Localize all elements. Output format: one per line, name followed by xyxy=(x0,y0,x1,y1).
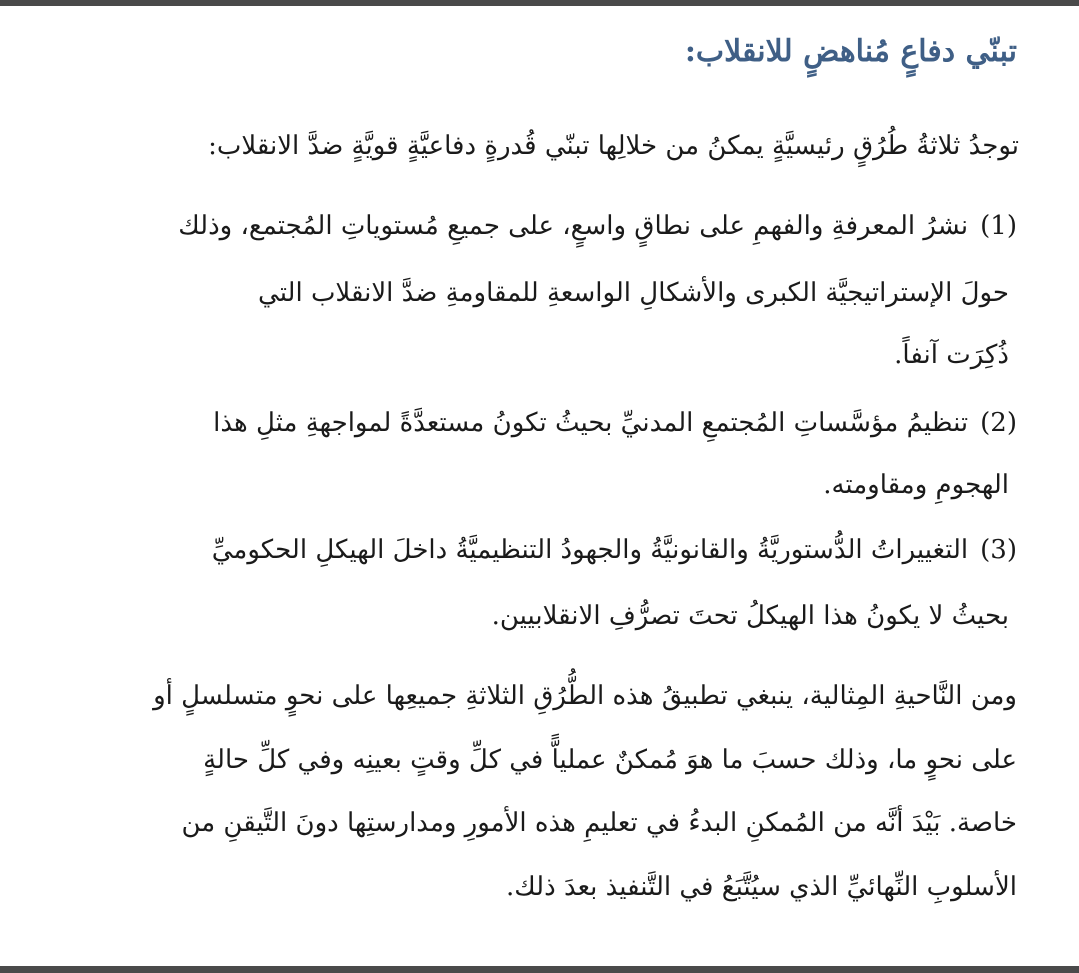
list-item-1-text-line-1: نشرُ المعرفةِ والفهمِ على نطاقٍ واسعٍ، على جميعِ مُستوياتِ المُجتمع، وذلك xyxy=(178,211,969,241)
bottom-border xyxy=(0,966,1079,973)
closing-paragraph-line-2: على نحوٍ ما، وذلك حسبَ ما هوَ مُمكنٌ عملياًّ في كلِّ وقتٍ بعينِه وفي كلِّ حالةٍ xyxy=(203,745,1017,775)
list-item-2-line-2: الهجومِ ومقاومته. xyxy=(823,470,1009,500)
list-item-3-text-line-1: التغييراتُ الدُّستوريَّةُ والقانونيَّةُ والجهودُ التنظيميَّةُ داخلَ الهيكلِ الحكوميِّ xyxy=(211,535,969,565)
list-item-2-number: (2) xyxy=(980,408,1017,438)
list-item-2-text-line-1: تنظيمُ مؤسَّساتِ المُجتمعِ المدنيِّ بحيثُ تكونُ مستعدَّةً لمواجهةِ مثلِ هذا xyxy=(213,408,969,438)
list-item-1-line-1 xyxy=(178,213,1017,239)
list-item-2-line-1 xyxy=(213,410,1017,436)
closing-paragraph-line-4: الأسلوبِ النِّهائيِّ الذي سيُتَّبَعُ في التَّنفيذ بعدَ ذلك. xyxy=(506,872,1017,902)
intro-paragraph: توجدُ ثلاثةُ طُرُقٍ رئيسيَّةٍ يمكنُ من خلالِها تبنّي قُدرةٍ دفاعيَّةٍ قويَّةٍ ضدَّ الانقلاب: xyxy=(208,131,1019,161)
list-item-3-line-2: بحيثُ لا يكونُ هذا الهيكلُ تحتَ تصرُّفِ الانقلابيين. xyxy=(491,601,1009,631)
list-item-1-line-2: حولَ الإستراتيجيَّة الكبرى والأشكالِ الواسعةِ للمقاومةِ ضدَّ الانقلاب التي xyxy=(258,278,1009,308)
list-item-3-line-1 xyxy=(212,537,1017,563)
section-heading: تبنّي دفاعٍ مُناهضٍ للانقلاب: xyxy=(684,34,1017,69)
closing-paragraph-line-3: خاصة. بَيْدَ أنَّه من المُمكنِ البدءُ في تعليمِ هذه الأمورِ ومدارستِها دونَ التَّيقنِ من xyxy=(181,808,1017,838)
closing-paragraph-line-1: ومن النَّاحيةِ المِثالية، ينبغي تطبيقُ هذه الطُّرُقِ الثلاثةِ جميعِها على نحوٍ متسلسلٍ أو xyxy=(153,681,1017,711)
list-item-1-number: (1) xyxy=(980,211,1017,241)
list-item-3-number: (3) xyxy=(980,535,1017,565)
list-item-1-line-3: ذُكِرَت آنفاً. xyxy=(894,340,1009,370)
